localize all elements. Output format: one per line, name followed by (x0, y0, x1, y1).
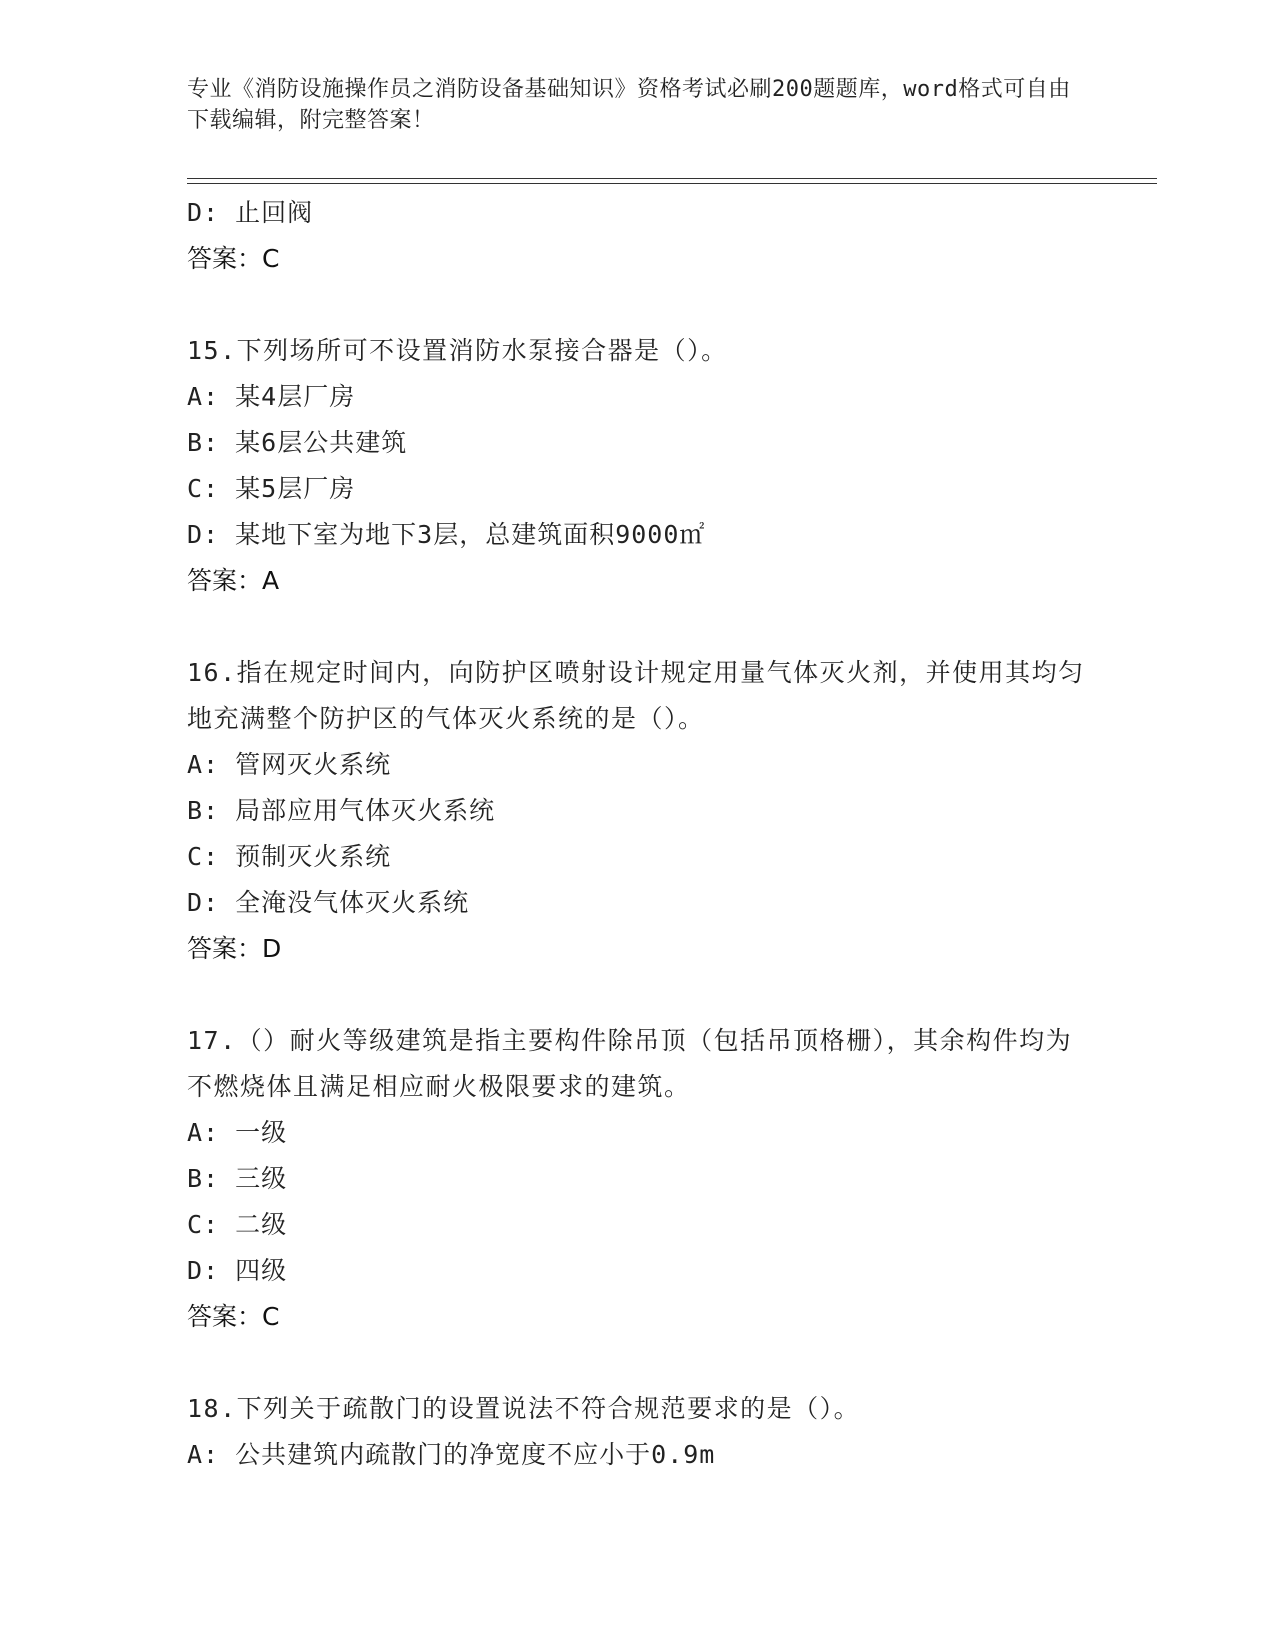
option-c: C: 某5层厂房 (187, 474, 356, 503)
header-divider-top (187, 178, 1157, 179)
option-a: A: 某4层厂房 (187, 382, 356, 411)
question-18 (187, 1386, 1087, 1478)
question-stem: 17.（）耐火等级建筑是指主要构件除吊顶（包括吊顶格栅），其余构件均为不燃烧体且满足相应耐火极限要求的建筑。 (187, 1026, 1073, 1101)
header-divider-bottom (187, 183, 1157, 184)
option-d: D: 某地下室为地下3层，总建筑面积9000㎡ (187, 520, 706, 549)
option-b: B: 三级 (187, 1164, 288, 1193)
option-a: A: 公共建筑内疏散门的净宽度不应小于0.9m (187, 1440, 716, 1469)
question-stem: 15.下列场所可不设置消防水泵接合器是（）。 (187, 336, 728, 365)
question-stem: 16.指在规定时间内，向防护区喷射设计规定用量气体灭火剂，并使用其均匀地充满整个防护区的气体灭火系统的是（）。 (187, 658, 1085, 733)
question-16 (187, 650, 1087, 972)
answer-line: 答案：D (187, 934, 282, 963)
option-d: D: 全淹没气体灭火系统 (187, 888, 470, 917)
option-c: C: 预制灭火系统 (187, 842, 392, 871)
option-b: B: 局部应用气体灭火系统 (187, 796, 496, 825)
document-header: 专业《消防设施操作员之消防设备基础知识》资格考试必刷200题题库，word格式可自由下载编辑，附完整答案！ (187, 77, 1071, 133)
answer-line: 答案：C (187, 1302, 280, 1331)
question-15 (187, 328, 1087, 604)
question-17 (187, 1018, 1087, 1340)
answer-line: 答案：A (187, 566, 280, 595)
option-d: D: 止回阀 (187, 198, 314, 227)
question-stem: 18.下列关于疏散门的设置说法不符合规范要求的是（）。 (187, 1394, 861, 1423)
option-b: B: 某6层公共建筑 (187, 428, 408, 457)
option-c: C: 二级 (187, 1210, 288, 1239)
option-d: D: 四级 (187, 1256, 288, 1285)
option-a: A: 管网灭火系统 (187, 750, 392, 779)
document-body (187, 190, 1087, 1478)
option-a: A: 一级 (187, 1118, 288, 1147)
answer-line: 答案：C (187, 244, 280, 273)
